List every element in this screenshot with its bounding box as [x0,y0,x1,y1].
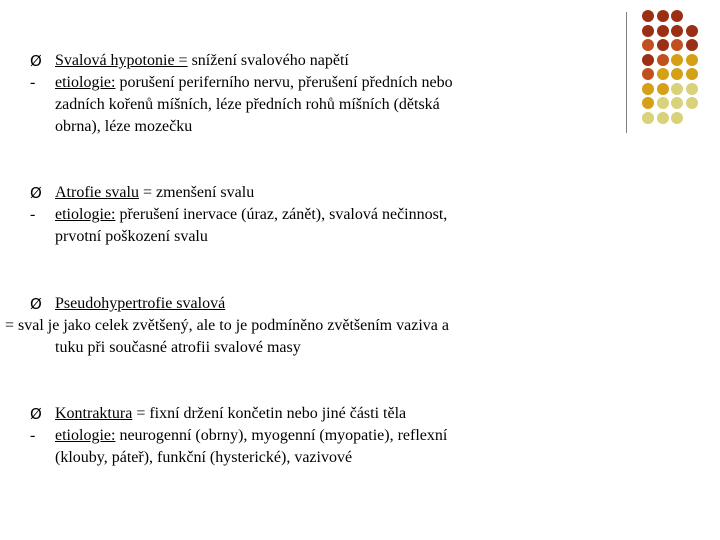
decorative-dot [642,39,654,51]
etiology-continuation: prvotní poškození svalu [55,228,208,245]
etiology-text: přerušení inervace (úraz, zánět), svalová nečinnost, [115,206,448,223]
bullet-heading [30,403,630,425]
dash-bullet: - [30,206,36,223]
decorative-dot [657,68,669,80]
term: Svalová hypotonie = [55,52,188,69]
decorative-dot [686,39,698,51]
bullet-heading [30,50,630,72]
section-hypotonie [30,50,630,138]
decorative-dot [642,97,654,109]
definition-continuation: tuku při současné atrofii svalové masy [55,339,301,356]
decorative-dot [671,83,683,95]
dash-bullet: - [30,427,36,444]
decorative-dot [642,10,654,22]
decorative-dot [671,39,683,51]
decorative-dot [686,25,698,37]
etiology-continuation: zadních kořenů míšních, léze předních rohů míšních (dětská [55,96,440,113]
section-pseudohypertrofie [5,293,630,359]
etiology-continuation: (klouby, páteř), funkční (hysterické), vazivové [55,449,353,466]
bullet-heading [30,293,630,315]
decorative-dot [671,25,683,37]
arrow-bullet-icon: Ø [30,295,42,313]
etiology-line [30,72,630,94]
arrow-bullet-icon: Ø [30,52,42,70]
definition: = fixní držení končetin nebo jiné části těla [132,405,407,422]
definition: snížení svalového napětí [187,52,349,69]
decorative-dot [671,54,683,66]
decorative-dot-grid [642,10,712,130]
etiology-label: etiologie: [55,74,116,91]
decorative-dot [671,68,683,80]
decorative-dot [671,97,683,109]
decorative-dot [657,112,669,124]
arrow-bullet-icon: Ø [30,184,42,202]
decorative-dot [642,54,654,66]
etiology-line [30,204,630,226]
arrow-bullet-icon: Ø [30,405,42,423]
etiology-continuation: obrna), léze mozečku [55,118,193,135]
decorative-dot [642,68,654,80]
decorative-dot [686,54,698,66]
decorative-dot [657,39,669,51]
decorative-dot [642,83,654,95]
decorative-dot [657,83,669,95]
section-atrofie [30,182,630,248]
term: Pseudohypertrofie svalová [55,295,226,312]
term: Kontraktura [55,405,133,422]
bullet-heading [30,182,630,204]
etiology-text: neurogenní (obrny), myogenní (myopatie), reflexní [115,427,448,444]
etiology-label: etiologie: [55,206,116,223]
decorative-dot [686,68,698,80]
definition-line: = sval je jako celek zvětšený, ale to je podmíněno zvětšením vaziva a [5,317,449,334]
term: Atrofie svalu [55,184,139,201]
decorative-dot [642,25,654,37]
decorative-dot [657,10,669,22]
definition: = zmenšení svalu [138,184,255,201]
etiology-line [30,425,630,447]
decorative-dot [657,54,669,66]
etiology-label: etiologie: [55,427,116,444]
decorative-dot [671,10,683,22]
etiology-text: porušení periferního nervu, přerušení předních nebo [115,74,453,91]
decorative-dot [686,97,698,109]
decorative-dot [642,112,654,124]
decorative-dot [657,97,669,109]
decorative-dot [671,112,683,124]
dash-bullet: - [30,74,36,91]
section-kontraktura [30,403,630,469]
decorative-dot [686,83,698,95]
decorative-dot [657,25,669,37]
